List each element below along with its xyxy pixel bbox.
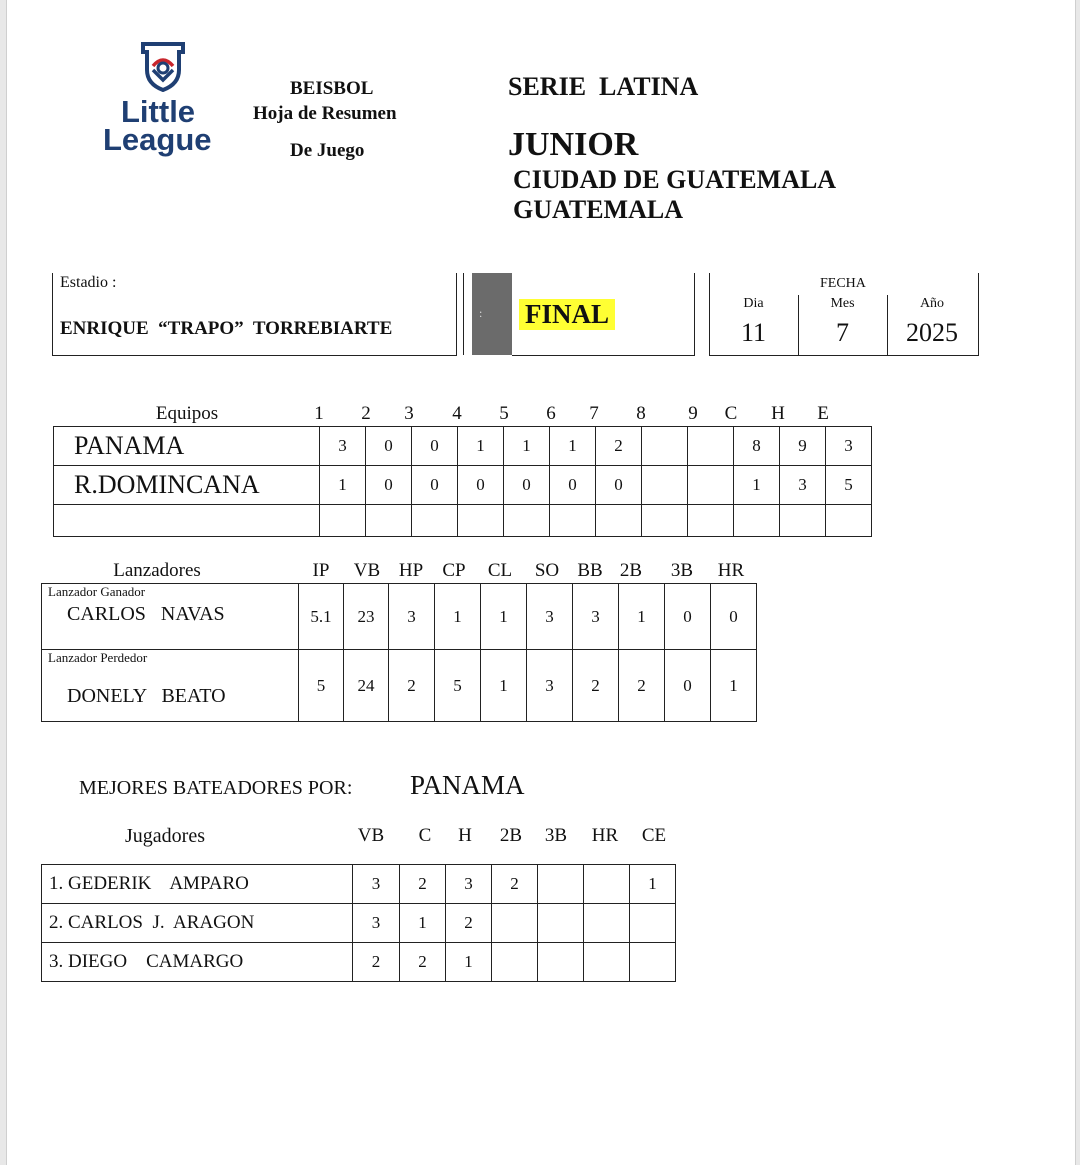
batter-name: 3. DIEGO CAMARGO	[42, 943, 353, 982]
score-cell	[688, 427, 734, 466]
bat-stat	[584, 943, 630, 982]
bat-stat: 3	[353, 904, 400, 943]
bat-col-vb: VB	[357, 825, 385, 846]
bat-stat	[584, 865, 630, 904]
pitchers-label: Lanzadores	[113, 560, 201, 581]
inning-9-label: 9	[688, 403, 698, 424]
score-cell: 0	[458, 466, 504, 505]
venue-label: Estadio :	[60, 274, 117, 291]
total-cell	[734, 505, 780, 537]
score-cell	[688, 505, 734, 537]
table-row	[42, 650, 757, 722]
keystone-shield-icon	[137, 40, 189, 92]
pitch-col-bb: BB	[577, 560, 603, 581]
score-cell	[642, 505, 688, 537]
pitch-stat: 2	[619, 650, 665, 722]
pitch-stat: 3	[389, 584, 435, 650]
bat-stat: 1	[446, 943, 492, 982]
pitch-stat: 1	[481, 584, 527, 650]
little-league-logo	[97, 40, 237, 165]
division-title: JUNIOR	[508, 126, 639, 163]
pitch-col-hp: HP	[398, 560, 424, 581]
score-cell	[642, 427, 688, 466]
header-beisbol: BEISBOL	[290, 78, 374, 99]
pitch-stat: 23	[344, 584, 389, 650]
month-label: Mes	[830, 296, 855, 311]
total-cell: 1	[734, 466, 780, 505]
logo-line-1: Little	[121, 94, 196, 129]
pitch-stat: 0	[665, 650, 711, 722]
pitch-col-2b: 2B	[619, 560, 643, 581]
table-row	[54, 427, 872, 466]
score-cell	[596, 505, 642, 537]
header-hoja: Hoja de Resumen	[253, 103, 397, 124]
inning-1-label: 1	[314, 403, 324, 424]
country-title: GUATEMALA	[513, 195, 683, 224]
date-title: FECHA	[820, 276, 866, 291]
errors-label: E	[817, 403, 829, 424]
inning-7-label: 7	[589, 403, 599, 424]
pitch-col-vb: VB	[353, 560, 381, 581]
pitcher-name-cell	[42, 650, 299, 722]
bat-stat	[538, 943, 584, 982]
inning-6-label: 6	[546, 403, 556, 424]
summary-sheet	[6, 0, 1076, 1165]
team-name: PANAMA	[54, 427, 320, 466]
pitch-stat: 1	[711, 650, 757, 722]
team-name: R.DOMINCANA	[54, 466, 320, 505]
inning-3-label: 3	[404, 403, 414, 424]
pitch-stat: 0	[711, 584, 757, 650]
year-value: 2025	[906, 318, 958, 347]
score-cell	[688, 466, 734, 505]
score-cell: 1	[550, 427, 596, 466]
bat-stat: 3	[353, 865, 400, 904]
total-cell: 8	[734, 427, 780, 466]
pitch-stat: 3	[573, 584, 619, 650]
score-cell	[412, 505, 458, 537]
bat-stat: 2	[492, 865, 538, 904]
header-dejuego: De Juego	[290, 140, 365, 161]
logo-line-2: League	[103, 122, 212, 157]
batter-name: 1. GEDERIK AMPARO	[42, 865, 353, 904]
bat-stat: 2	[353, 943, 400, 982]
bat-stat	[538, 904, 584, 943]
month-value: 7	[836, 318, 849, 347]
pitchers-table	[41, 583, 757, 722]
bat-col-h: H	[458, 825, 472, 846]
table-row	[42, 904, 676, 943]
table-row	[54, 505, 872, 537]
venue-separator	[463, 273, 464, 355]
score-cell: 0	[596, 466, 642, 505]
teams-label: Equipos	[155, 403, 219, 424]
bat-stat	[630, 904, 676, 943]
score-cell: 3	[320, 427, 366, 466]
inning-4-label: 4	[452, 403, 462, 424]
total-cell	[780, 505, 826, 537]
pitch-stat: 5.1	[299, 584, 344, 650]
score-cell: 1	[458, 427, 504, 466]
inning-2-label: 2	[361, 403, 371, 424]
pitcher-name-cell	[42, 584, 299, 650]
bat-stat: 1	[400, 904, 446, 943]
bat-stat	[492, 943, 538, 982]
pitch-stat: 3	[527, 584, 573, 650]
pitch-stat: 3	[527, 650, 573, 722]
bat-col-hr: HR	[591, 825, 619, 846]
total-cell: 9	[780, 427, 826, 466]
score-cell	[504, 505, 550, 537]
batter-name: 2. CARLOS J. ARAGON	[42, 904, 353, 943]
pitcher-name: DONELY BEATO	[67, 685, 226, 707]
score-cell: 0	[550, 466, 596, 505]
score-cell: 0	[412, 427, 458, 466]
score-cell: 0	[366, 466, 412, 505]
table-row	[42, 584, 757, 650]
table-row	[42, 865, 676, 904]
inning-8-label: 8	[636, 403, 646, 424]
pitch-stat: 1	[435, 584, 481, 650]
total-cell	[826, 505, 872, 537]
total-cell: 3	[780, 466, 826, 505]
pitch-stat: 5	[435, 650, 481, 722]
best-batters-label: MEJORES BATEADORES POR:	[79, 777, 353, 799]
pitcher-role: Lanzador Ganador	[48, 584, 146, 599]
pitcher-role: Lanzador Perdedor	[48, 650, 148, 665]
game-status: FINAL	[519, 299, 615, 330]
venue-name: ENRIQUE “TRAPO” TORREBIARTE	[60, 318, 393, 339]
score-cell: 1	[320, 466, 366, 505]
bat-stat	[584, 904, 630, 943]
best-batters-team: PANAMA	[410, 770, 525, 800]
batters-table	[41, 864, 676, 982]
pitch-stat: 24	[344, 650, 389, 722]
bat-stat: 2	[446, 904, 492, 943]
score-cell: 0	[504, 466, 550, 505]
pitch-col-cp: CP	[442, 560, 466, 581]
table-row	[54, 466, 872, 505]
team-name	[54, 505, 320, 537]
score-cell	[550, 505, 596, 537]
total-cell: 3	[826, 427, 872, 466]
bat-stat: 1	[630, 865, 676, 904]
pitcher-name: CARLOS NAVAS	[67, 603, 225, 625]
pitch-stat: 2	[389, 650, 435, 722]
inning-5-label: 5	[499, 403, 509, 424]
total-cell: 5	[826, 466, 872, 505]
pitch-stat: 2	[573, 650, 619, 722]
pitch-stat: 1	[619, 584, 665, 650]
colon-mark: :	[479, 306, 483, 320]
score-cell	[642, 466, 688, 505]
pitch-col-ip: IP	[312, 560, 330, 581]
hits-label: H	[771, 403, 785, 424]
players-label: Jugadores	[125, 825, 205, 847]
pitch-stat: 0	[665, 584, 711, 650]
pitch-stat: 1	[481, 650, 527, 722]
day-value: 11	[740, 318, 767, 347]
bat-stat: 2	[400, 865, 446, 904]
pitch-col-cl: CL	[487, 560, 513, 581]
day-label: Dia	[743, 296, 764, 311]
runs-label: C	[724, 403, 738, 424]
grey-block	[472, 273, 512, 355]
bat-col-c: C	[418, 825, 432, 846]
year-label: Año	[919, 296, 945, 311]
score-cell: 0	[366, 427, 412, 466]
score-cell: 1	[504, 427, 550, 466]
score-cell: 0	[412, 466, 458, 505]
pitch-col-hr: HR	[717, 560, 745, 581]
score-cell	[458, 505, 504, 537]
bat-stat	[538, 865, 584, 904]
pitch-stat: 5	[299, 650, 344, 722]
series-title: SERIE LATINA	[508, 72, 699, 101]
scoreboard-table	[53, 426, 872, 537]
pitch-col-3b: 3B	[670, 560, 694, 581]
bat-stat: 2	[400, 943, 446, 982]
bat-stat	[492, 904, 538, 943]
bat-stat: 3	[446, 865, 492, 904]
bat-stat	[630, 943, 676, 982]
score-cell	[366, 505, 412, 537]
bat-col-3b: 3B	[544, 825, 568, 846]
bat-col-2b: 2B	[499, 825, 523, 846]
table-row	[42, 943, 676, 982]
city-title: CIUDAD DE GUATEMALA	[513, 165, 837, 194]
pitch-col-so: SO	[534, 560, 560, 581]
score-cell: 2	[596, 427, 642, 466]
bat-col-ce: CE	[641, 825, 667, 846]
score-cell	[320, 505, 366, 537]
